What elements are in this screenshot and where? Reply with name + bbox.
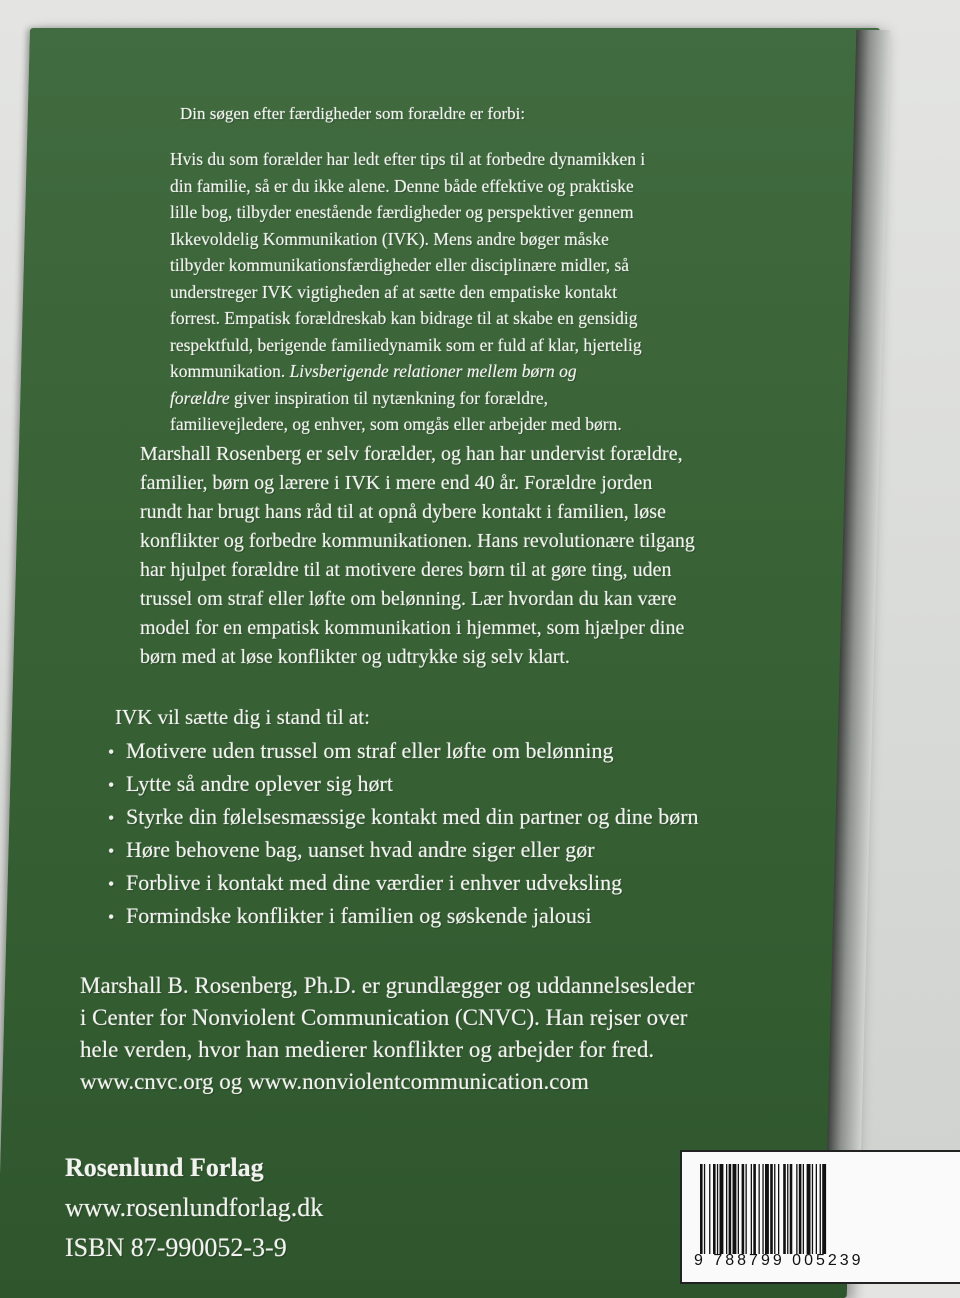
list-item [108,768,868,801]
barcode-bar [729,1164,732,1254]
list-item-text: Motivere uden trussel om straf eller løfte om belønning [126,738,614,763]
barcode-bar [799,1164,802,1254]
barcode-bar [822,1164,826,1254]
barcode-bar [820,1164,821,1254]
intro-line: Ikkevoldelig Kommunikation (IVK). Mens andre bøger måske [170,228,609,249]
intro-line-text: giver inspiration til nytænkning for forældre, [234,387,548,408]
bio-line: Marshall B. Rosenberg, Ph.D. er grundlægger og uddannelsesleder [80,973,695,998]
book-title-part-1: Livsberigende relationer mellem børn og [289,361,577,381]
barcode-bar [790,1164,793,1254]
barcode-bar [812,1164,813,1254]
intro-line [170,358,790,385]
intro-heading: Din søgen efter færdigheder som forældre er forbi: [180,104,526,123]
bullet-icon: • [108,808,115,828]
barcode-bar [700,1164,703,1254]
barcode-bar [709,1164,710,1254]
barcode-bar [713,1164,716,1254]
barcode-bar [774,1164,775,1254]
publisher-info [65,1148,323,1268]
intro-line: din familie, så er du ikke alene. Denne både effektive og praktiske [170,175,634,196]
barcode-bar [807,1164,811,1254]
barcode-bar [751,1164,752,1254]
barcode-bar [778,1164,779,1254]
barcode-bar [704,1164,705,1254]
barcode-bar [720,1164,724,1254]
bio-line: www.cnvc.org og www.nonviolentcommunication.com [80,1069,589,1094]
list-item [108,867,868,900]
bullet-icon: • [108,775,115,795]
intro-line: Hvis du som forælder har ledt efter tips til at forbedre dynamikken i [170,149,646,169]
list-item [108,834,868,867]
author-bio [80,970,850,1098]
barcode-bar [717,1164,718,1254]
intro-line: respektfuld, berigende familiedynamik som er fuld af klar, hjertelig [170,334,642,355]
intro-line-text: kommunikation. [170,361,286,381]
list-item [108,801,868,834]
author-paragraph [140,440,830,672]
author-line: Marshall Rosenberg er selv forælder, og han har undervist forældre, [140,443,683,465]
barcode-bar [787,1164,788,1254]
list-item-text: Styrke din følelsesmæssige kontakt med din partner og dine børn [126,804,699,829]
bullet-icon: • [108,907,115,927]
bio-line: i Center for Nonviolent Communication (CNVC). Han rejser over [80,1005,688,1030]
barcode-bar [816,1164,817,1254]
barcode-bar [742,1164,745,1254]
barcode-bar [733,1164,737,1254]
list-item-text: Formindske konflikter i familien og søskende jalousi [126,903,592,928]
ivk-benefits-list [108,735,868,933]
author-line: rundt har brugt hans råd til at opnå dybere kontakt i familien, løse [140,501,666,523]
barcode-bar [738,1164,739,1254]
barcode-bar [762,1164,763,1254]
barcode-bars-icon [700,1164,930,1254]
author-line: trussel om straf eller løfte om belønning. Lær hvordan du kan være [140,588,677,610]
author-line: konflikter og forbedre kommunikationen. Hans revolutionære tilgang [140,530,695,552]
barcode-bar [783,1164,786,1254]
author-line: børn med at løse konflikter og udtrykke sig selv klart. [140,646,570,668]
barcode-bar [803,1164,804,1254]
barcode-bar [765,1164,769,1254]
list-item-text: Forblive i kontakt med dine værdier i enhver udveksling [126,870,623,895]
barcode-bar [726,1164,727,1254]
author-line: har hjulpet forældre til at motivere deres børn til at gøre ting, uden [140,559,672,581]
isbn-number: ISBN 87-990052-3-9 [65,1233,287,1262]
barcode-bar [759,1164,760,1254]
list-item-text: Høre behovene bag, uanset hvad andre siger eller gør [126,837,595,862]
bio-line: hele verden, hvor han medierer konflikter og arbejder for fred. [80,1037,655,1062]
barcode-bar [770,1164,773,1254]
intro-line: understreger IVK vigtigheden af at sætte den empatiske kontakt [170,281,618,302]
barcode-bar [753,1164,756,1254]
list-item-text: Lytte så andre oplever sig hørt [126,771,393,796]
bullet-icon: • [108,841,115,861]
publisher-name: Rosenlund Forlag [65,1153,264,1182]
author-line: familier, børn og lærere i IVK i mere end 40 år. Forældre jorden [140,472,653,494]
barcode [680,1150,960,1284]
list-item [108,735,868,768]
bullet-icon: • [108,742,115,762]
intro-line: tilbyder kommunikationsfærdigheder eller disciplinære midler, så [170,255,630,275]
intro-line: forrest. Empatisk forældreskab kan bidrage til at skabe en gensidig [170,308,638,328]
author-line: model for en empatisk kommunikation i hjemmet, som hjælper dine [140,617,685,639]
list-item [108,900,868,933]
intro-line: familievejledere, og enhver, som omgås eller arbejder med børn. [170,414,622,434]
barcode-digits: 9 788799 005239 [694,1252,864,1269]
intro-paragraph [170,146,790,438]
barcode-bar [746,1164,747,1254]
barcode-bar [796,1164,797,1254]
ivk-heading: IVK vil sætte dig i stand til at: [115,705,370,729]
book-title-part-2: forældre [170,387,230,408]
publisher-url: www.rosenlundforlag.dk [65,1193,324,1222]
intro-line: lille bog, tilbyder enestående færdigheder og perspektiver gennem [170,202,634,222]
bullet-icon: • [108,874,115,894]
intro-line [170,385,790,412]
